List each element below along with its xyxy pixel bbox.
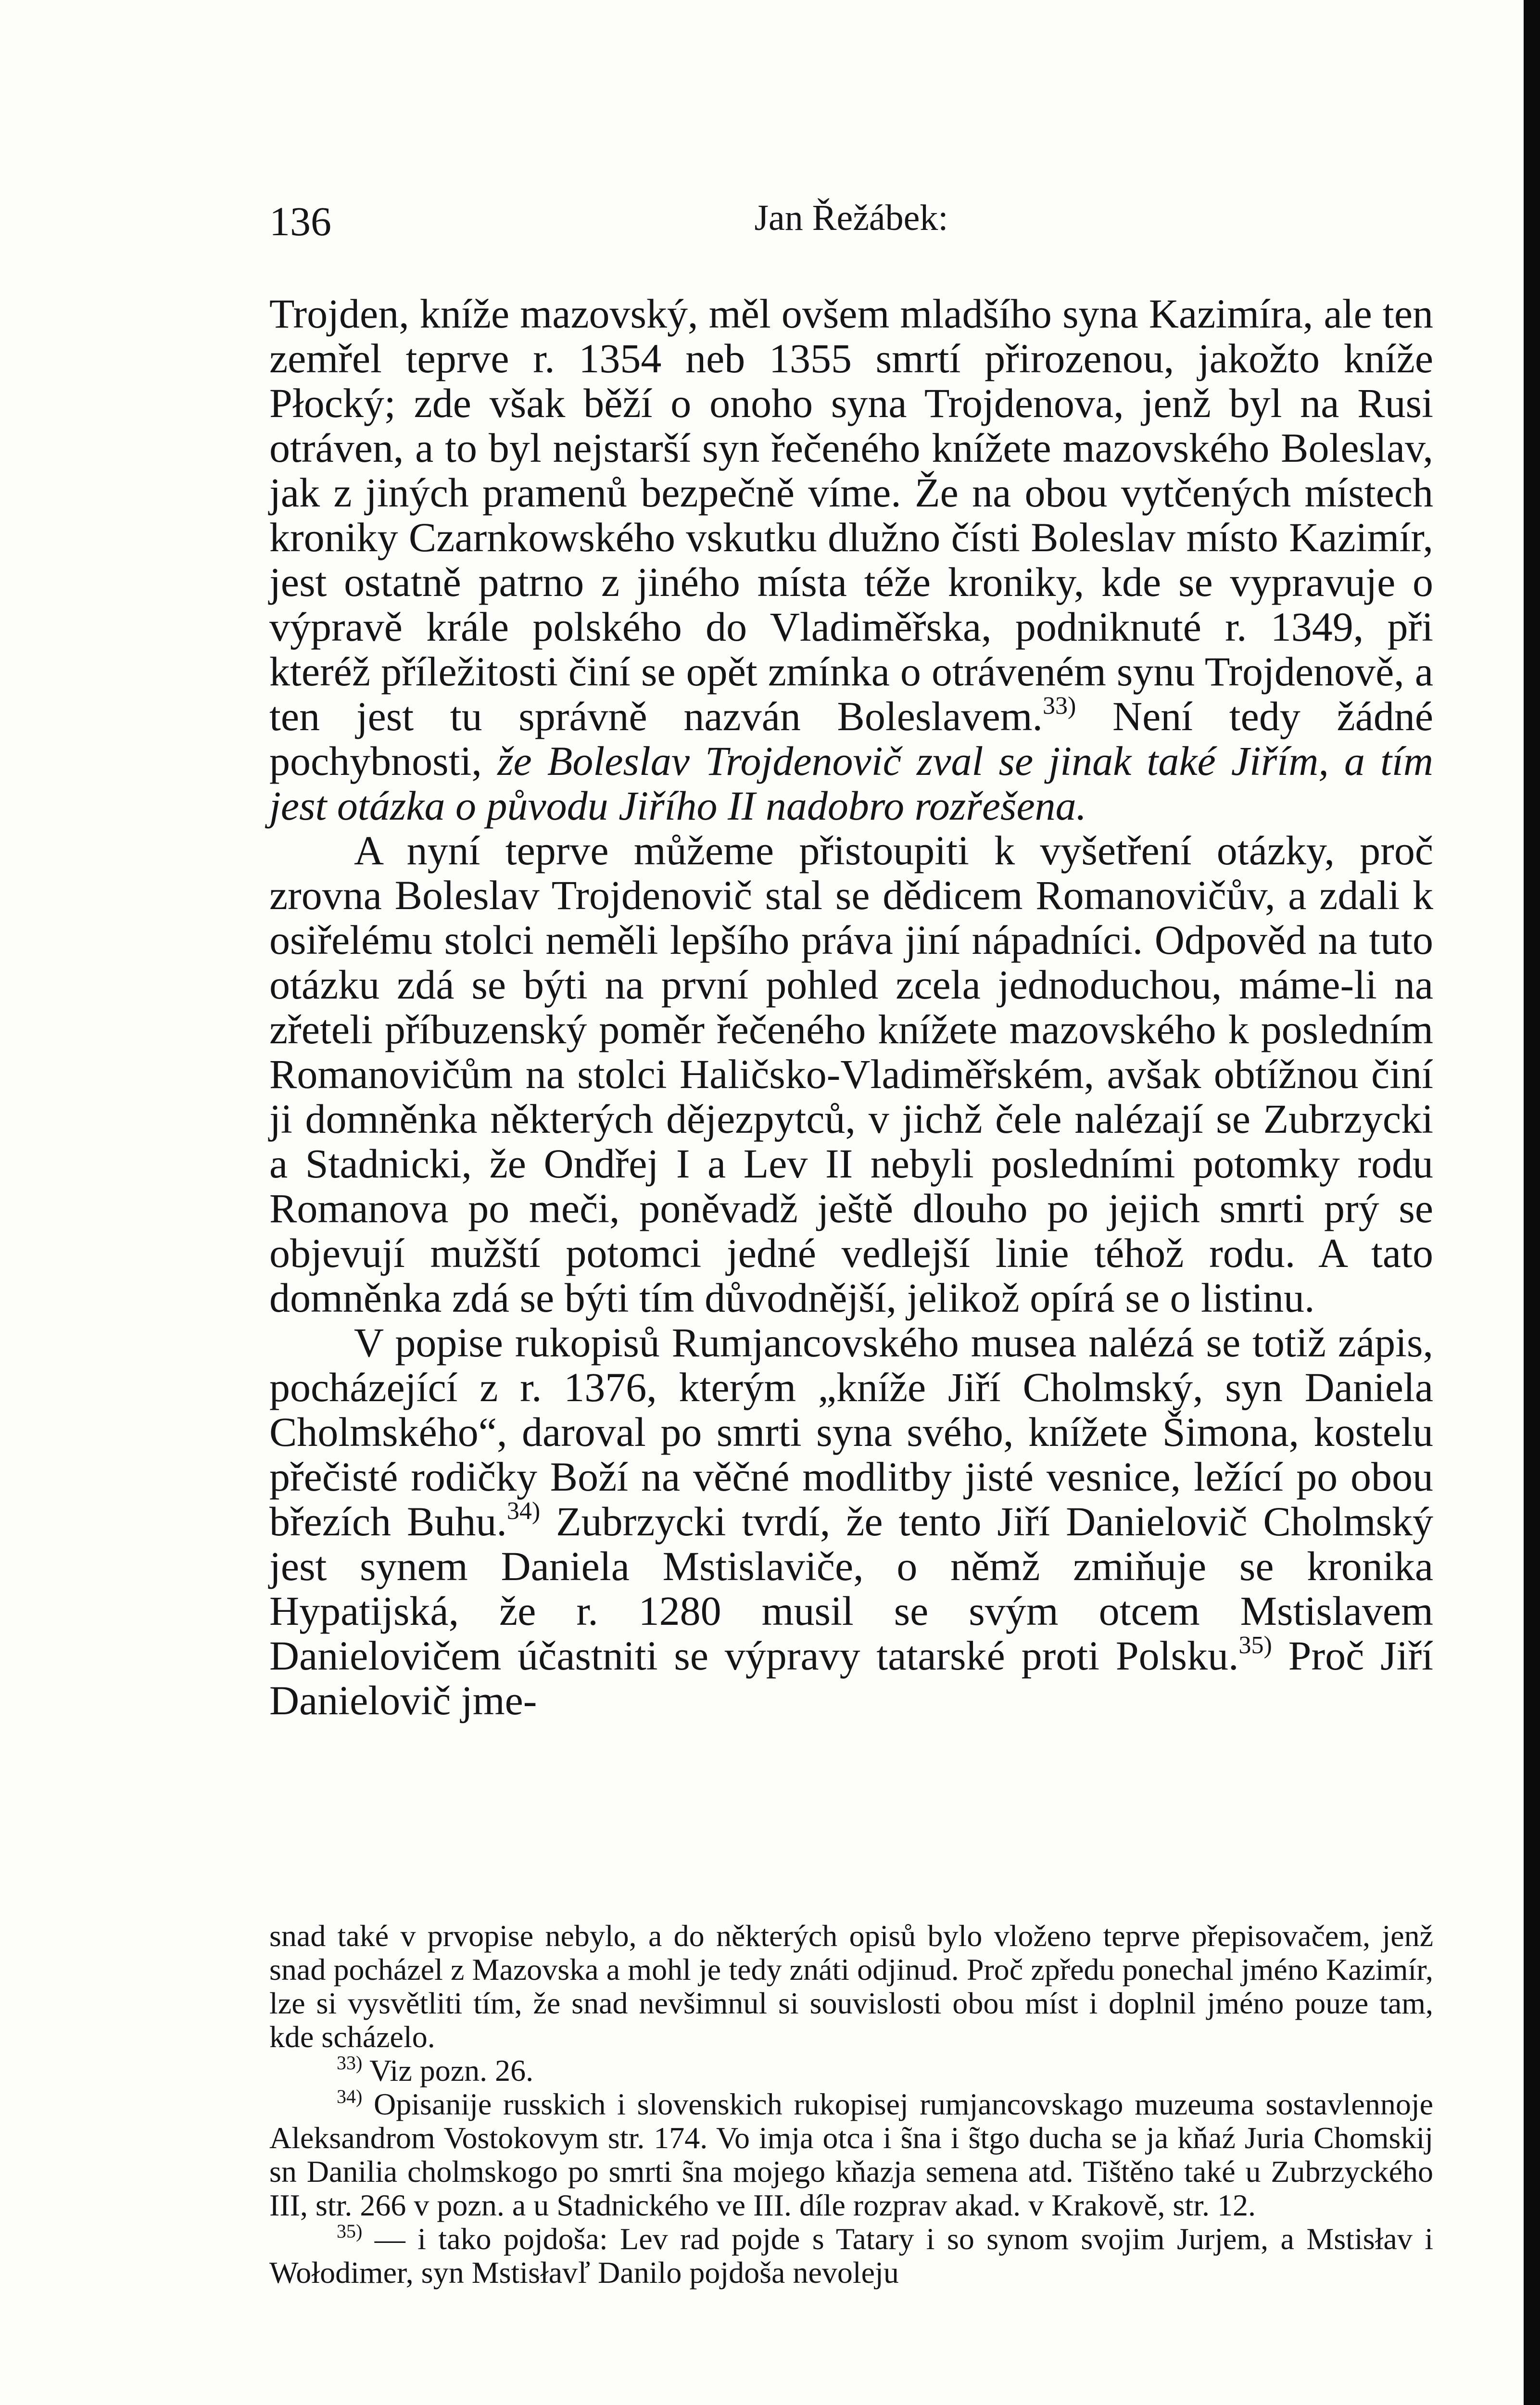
paragraph-2: A nyní teprve můžeme přistoupiti k vyšetření otázky, proč zrovna Boleslav Trojdenovič stal se dědicem Romanovičův, a zdali k osiřelému stolci neměli lepšího práva jiní nápadníci. Odpověd na tuto otázku zdá se býti na první pohled zcela jednoduchou, máme-li na zřeteli příbuzenský poměr řečeného knížete mazovského k posledním Romanovičům na stolci Haličsko-Vladiměřském, avšak obtížnou činí ji domněnka některých dějezpytců, v jichž čele nalézají se Zubrzycki a Stadnicki, že Ondřej I a Lev II nebyli posledními potomky rodu Romanova po meči, poněvadž ještě dlouho po jejich smrti prý se objevují mužští potomci jedné vedlejší linie téhož rodu. A tato domněnka zdá se býti tím důvodnější, jelikož opírá se o listinu. (269, 827, 1433, 1321)
paragraph-text: V popise rukopisů Rumjancovského musea nalézá se totiž zápis, pocházející z r. 1376, kterým „kníže Jiří Cholmský, syn Daniela Cholmského“, daroval po smrti syna svého, knížete Šimona, kostelu přečisté rodičky Boží na věčné modlitby jisté vesnice, ležící po obou březích Buhu. (269, 1319, 1433, 1544)
footnote-text: Opisanije russkich i slovenskich rukopisej rumjancovskago muzeuma sostavlennoje Aleksandrom Vostokovym str. 174. Vo imja otca i s̃na i s̃tgo ducha se ja kňaź Juria Chomskij sn Danilia cholmskogo po smrti s̃na mojego kňazja semena atd. Tištěno také u Zubrzyckého III, str. 266 v pozn. a u Stadnického ve III. díle rozprav akad. v Krakově, str. 12. (269, 2087, 1433, 2222)
paragraph-text: Zubrzycki tvrdí, že tento Jiří Danielovič Cholmský jest synem Daniela Mstislaviče, o němž zmiňuje se kronika Hypatijská, že r. 1280 musil se svým otcem Mstislavem Danielovičem účastniti se výpravy tatarské proti Polsku. (269, 1498, 1433, 1679)
main-text (269, 291, 1433, 1723)
footnote-mark: 34) (337, 2086, 363, 2107)
footnote-mark: 33) (337, 2052, 363, 2074)
footnote-35 (269, 2222, 1433, 2290)
page-header (269, 197, 1433, 250)
footnote-continuation: snad také v prvopise nebylo, a do některých opisů bylo vloženo teprve přepisovačem, jenž snad pocházel z Mazovska a mohl je tedy znáti odjinud. Proč zpředu ponechal jméno Kazimír, lze si vysvětliti tím, že snad nevšimnul si souvislosti obou míst i doplnil jméno pouze tam, kde scházelo. (269, 1919, 1433, 2054)
footnote-text: Viz pozn. 26. (362, 2053, 534, 2088)
footnote-ref-33: 33) (1043, 692, 1076, 720)
paragraph-3 (269, 1320, 1433, 1723)
paragraph-text: Trojden, kníže mazovský, měl ovšem mladšího syna Kazimíra, ale ten zemřel teprve r. 1354 neb 1355 smrtí přirozenou, jakožto kníže Płocký; zde však běží o onoho syna Trojdenova, jenž byl na Rusi otráven, a to byl nejstarší syn řečeného knížete mazovského Boleslav, jak z jiných pramenů bezpečně víme. Že na obou vytčených místech kroniky Czarnkowského vskutku dlužno čísti Boleslav místo Kazimír, jest ostatně patrno z jiného místa téže kroniky, kde se vypravuje o výpravě krále polského do Vladiměřska, podniknuté r. 1349, při kteréž příležitosti činí se opět zmínka o otráveném synu Trojdenově, a ten jest tu správně nazván Boleslavem. (269, 291, 1433, 739)
paragraph-text: Není tedy žádné pochybnosti, (269, 693, 1433, 784)
footnote-text: — i tako pojdoša: Lev rad pojde s Tatary i so synom svojim Jurjem, a Mstisłav i Wołodimer, syn Mstisłavľ Danilo pojdoša nevoleju (269, 2222, 1433, 2290)
page-number: 136 (269, 198, 331, 244)
footnotes (269, 1919, 1433, 2290)
footnote-34 (269, 2088, 1433, 2222)
running-title: Jan Řežábek: (754, 198, 948, 238)
paragraph-1 (269, 291, 1433, 828)
scan-border (1524, 0, 1540, 2405)
paragraph-text: Proč Jiří Danielovič jme- (269, 1633, 1433, 1723)
italic-conclusion: že Boleslav Trojdenovič zval se jinak také Jiřím, a tím jest otázka o původu Jiřího II nadobro rozřešena. (269, 738, 1433, 829)
footnote-ref-34: 34) (506, 1497, 541, 1525)
footnote-mark: 35) (337, 2220, 363, 2242)
footnote-ref-35: 35) (1238, 1632, 1272, 1659)
footnote-33 (269, 2054, 1433, 2088)
